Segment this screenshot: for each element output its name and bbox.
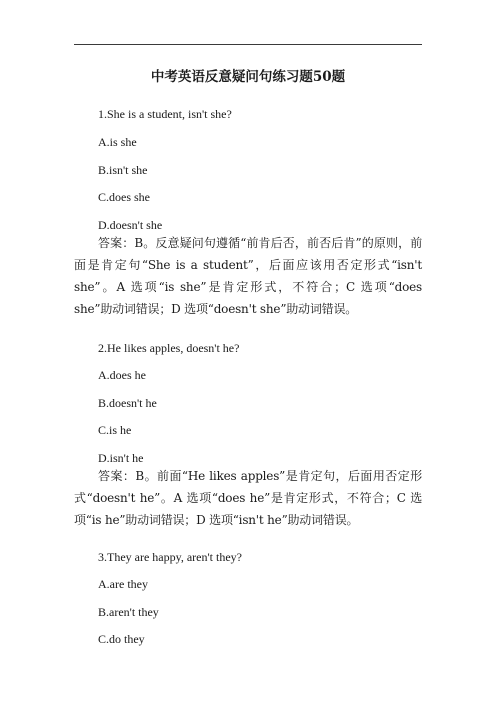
page-title: 中考英语反意疑问句练习题50题	[150, 69, 346, 85]
option-d: D.isn't he	[98, 451, 144, 465]
option-c: C.do they	[98, 632, 145, 646]
option-b: B.aren't they	[98, 605, 159, 619]
answer-explanation: 答案：B。反意疑问句遵循“前肯后否，前否后肯”的原则，前面是肯定句“She is a student”，后面应该用否定形式“isn't she”。A 选项“is she”是肯定形式，不符合；C 选项“does she”助动词错误；D 选项“doesn't she”助动词错误。	[74, 236, 422, 316]
option-b: B.doesn't he	[98, 396, 157, 410]
header-rule	[74, 44, 422, 45]
option-a: A.is she	[98, 135, 137, 149]
option-c: C.does she	[98, 190, 150, 204]
option-d: D.doesn't she	[98, 218, 163, 232]
answer-explanation: 答案：B。前面“He likes apples”是肯定句，后面用否定形式“doesn't he”。A 选项“does he”是肯定形式，不符合；C 选项“is he”助动词错误；D 选项“isn't he”助动词错误。	[74, 469, 422, 527]
option-c: C.is he	[98, 423, 132, 437]
question-stem: 1.She is a student, isn't she?	[98, 107, 232, 121]
question-stem: 2.He likes apples, doesn't he?	[98, 341, 240, 355]
option-b: B.isn't she	[98, 163, 148, 177]
option-a: A.does he	[98, 368, 146, 382]
question-stem: 3.They are happy, aren't they?	[98, 550, 242, 564]
option-a: A.are they	[98, 577, 148, 591]
